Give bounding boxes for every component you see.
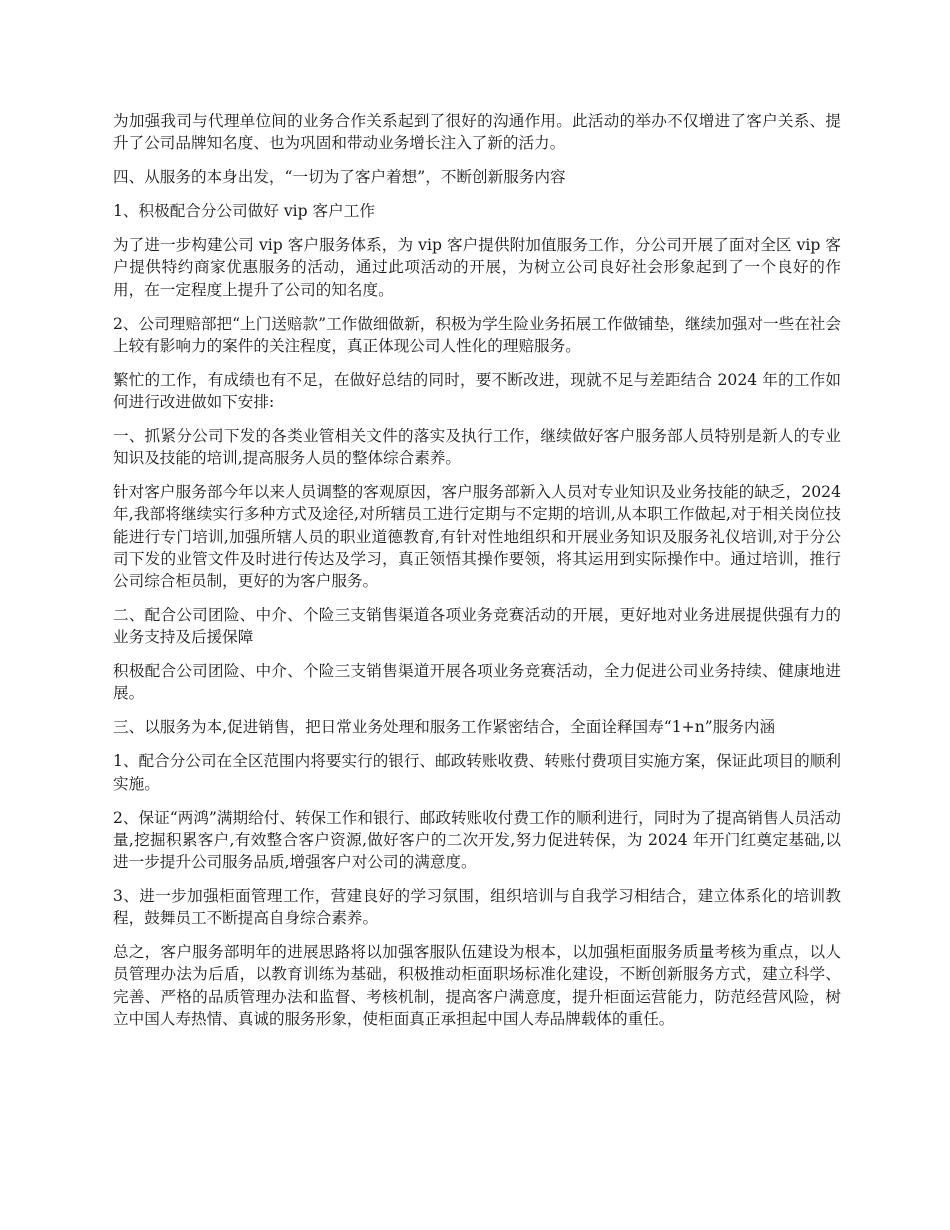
paragraph-training: 针对客户服务部今年以来人员调整的客观原因，客户服务部新入人员对专业知识及业务技能的缺乏，2024 年,我部将继续实行多种方式及途径,对所辖员工进行定期与不定期的培训,从本职工作做起,对于相关岗位技能进行专门培训,加强所辖人员的职业道德教育,有针对性地组织和开展业务知识及服务礼仪培训,对于分公司下发的业管文件及时进行传达及学习，真正领悟其操作要领，将其运用到实际操作中。通过培训，推行公司综合柜员制，更好的为客户服务。 [113,483,841,591]
heading-section-four: 四、从服务的本身出发，“一切为了客户着想”，不断创新服务内容 [113,168,566,187]
list-item-one: 1、配合分公司在全区范围内将要实行的银行、邮政转账收费、转账付费项目实施方案，保证此项目的顺利实施。 [113,752,841,793]
heading-plan-two: 二、配合公司团险、中介、个险三支销售渠道各项业务竞赛活动的开展，更好地对业务进展提供强有力的业务支持及后援保障 [113,606,841,647]
paragraph-claims-service: 2、公司理赔部把“上门送赔款”工作做细做新，积极为学生险业务拓展工作做铺垫，继续加强对一些在社会上较有影响力的案件的关注程度，真正体现公司人性化的理赔服务。 [113,314,841,355]
document-body [113,110,841,1042]
heading-plan-three: 三、以服务为本,促进销售，把日常业务处理和服务工作紧密结合，全面诠释国寿“1+n”服务内涵 [113,718,776,737]
subheading-vip-customers: 1、积极配合分公司做好 vip 客户工作 [113,202,375,221]
list-item-two: 2、保证“两鸿”满期给付、转保工作和银行、邮政转账收付费工作的顺利进行，同时为了提高销售人员活动量,挖掘积累客户,有效整合客户资源,做好客户的二次开发,努力促进转保，为 2024 年开门红奠定基础,以进一步提升公司服务品质,增强客户对公司的满意度。 [113,808,841,872]
paragraph-intro-continuation: 为加强我司与代理单位间的业务合作关系起到了很好的沟通作用。此活动的举办不仅增进了客户关系、提升了公司品牌知名度、也为巩固和带动业务增长注入了新的活力。 [113,112,841,153]
paragraph-sales-support: 积极配合公司团险、中介、个险三支销售渠道开展各项业务竞赛活动，全力促进公司业务持续、健康地进展。 [113,662,841,703]
paragraph-summary-transition: 繁忙的工作，有成绩也有不足，在做好总结的同时，要不断改进，现就不足与差距结合 2024 年的工作如何进行改进做如下安排: [113,370,841,412]
list-item-three: 3、进一步加强柜面管理工作，营建良好的学习氛围，组织培训与自我学习相结合，建立体系化的培训教程，鼓舞员工不断提高自身综合素养。 [113,887,841,928]
paragraph-vip-service: 为了进一步构建公司 vip 客户服务体系，为 vip 客户提供附加值服务工作，分公司开展了面对全区 vip 客户提供特约商家优惠服务的活动，通过此项活动的开展，为树立公司良好社会形象起到了一个良好的作用，在一定程度上提升了公司的知名度。 [113,236,841,299]
heading-plan-one: 一、抓紧分公司下发的各类业管相关文件的落实及执行工作，继续做好客户服务部人员特别是新人的专业知识及技能的培训,提高服务人员的整体综合素养。 [113,427,841,468]
paragraph-conclusion: 总之，客户服务部明年的进展思路将以加强客服队伍建设为根本，以加强柜面服务质量考核为重点，以人员管理办法为后盾，以教育训练为基础，积极推动柜面职场标准化建设，不断创新服务方式，建立科学、完善、严格的品质管理办法和监督、考核机制，提高客户满意度，提升柜面运营能力，防范经营风险，树立中国人寿热情、真诚的服务形象，使柜面真正承担起中国人寿品牌载体的重任。 [113,943,841,1028]
